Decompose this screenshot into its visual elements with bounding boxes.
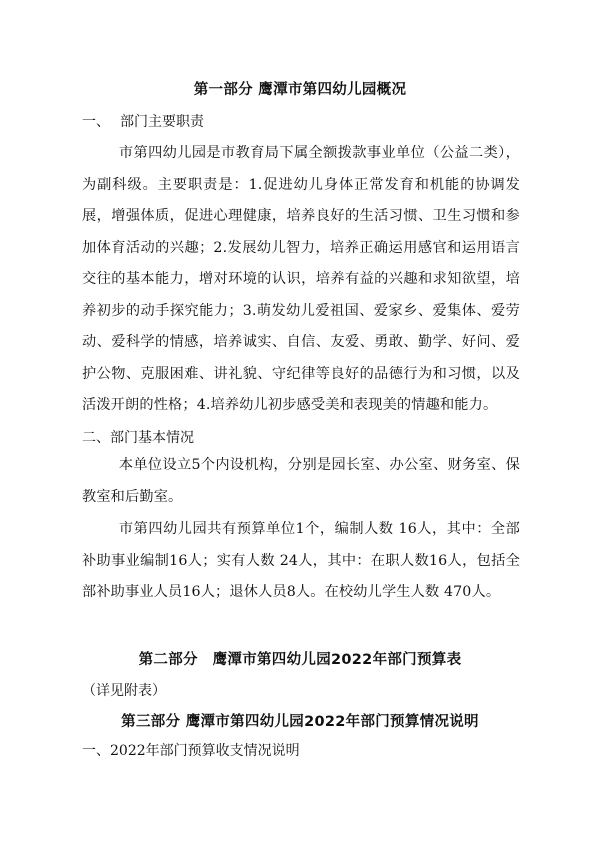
- section1-heading-text: 部门主要职责: [120, 114, 204, 130]
- section1-number: 一、: [82, 114, 110, 130]
- section2-heading: 二、部门基本情况: [82, 430, 194, 446]
- part1-title: 第一部分 鹰潭市第四幼儿园概况: [193, 82, 407, 98]
- part2-note: （详见附表）: [82, 683, 166, 699]
- part2-title: 第二部分 鹰潭市第四幼儿园2022年部门预算表: [138, 652, 462, 668]
- part3-title: 第三部分 鹰潭市第四幼儿园2022年部门预算情况说明: [121, 714, 479, 730]
- section2-body-1: 本单位设立5个内设机构，分别是园长室、办公室、财务室、保教室和后勤室。: [82, 457, 520, 505]
- section1-body: 市第四幼儿园是市教育局下属全额拨款事业单位（公益二类），为副科级。主要职责是：1.促进幼儿身体正常发育和机能的协调发展，增强体质，促进心理健康，培养良好的生活习惯、卫生习惯和参加体育活动的兴趣；2.发展幼儿智力，培养正确运用感官和运用语言交往的基本能力，增对环境的认识，培养有益的兴趣和求知欲望，培养初步的动手探究能力；3.萌发幼儿爱祖国、爱家乡、爱集体、爱劳动、爱科学的情感，培养诚实、自信、友爱、勇敢、勤学、好问、爱护公物、克服困难、讲礼貌、守纪律等良好的品德行为和习惯，以及活泼开朗的性格；4.培养幼儿初步感受美和表现美的情趣和能力。: [82, 145, 520, 413]
- part3-section1-heading: 一、2022年部门预算收支情况说明: [82, 743, 300, 759]
- section2-body-2: 市第四幼儿园共有预算单位1个，编制人数 16人，其中：全部补助事业编制16人；实有人数 24人，其中：在职人数16人，包括全部补助事业人员16人；退休人员8人。在校幼儿学生人数 470人。: [82, 521, 520, 600]
- section1-heading: [82, 112, 204, 132]
